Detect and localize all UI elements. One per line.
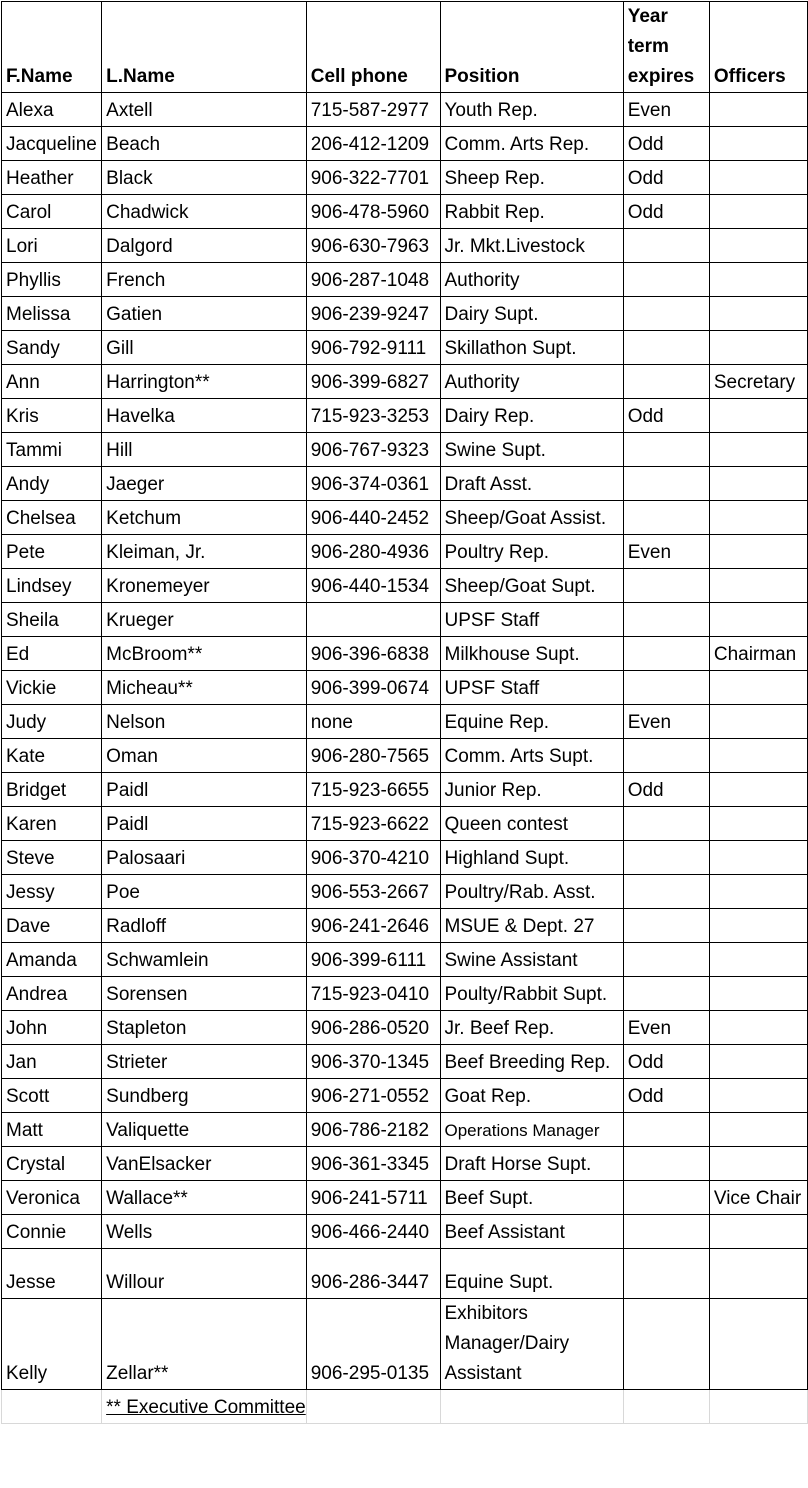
officer-cell: Secretary — [709, 365, 807, 399]
last-name-cell: Valiquette — [102, 1113, 307, 1147]
cell-phone-cell: 906-271-0552 — [306, 1079, 440, 1113]
year-term-cell: Odd — [623, 195, 709, 229]
table-row — [2, 229, 808, 263]
officer-cell — [709, 433, 807, 467]
position-cell: Jr. Mkt.Livestock — [440, 229, 623, 263]
position-cell: Junior Rep. — [440, 773, 623, 807]
table-row — [2, 1249, 808, 1299]
first-name-cell: Dave — [2, 909, 102, 943]
footnote-row — [2, 1390, 808, 1424]
officer-cell — [709, 127, 807, 161]
officer-cell — [709, 229, 807, 263]
last-name-cell: Zellar** — [102, 1299, 307, 1390]
table-row — [2, 127, 808, 161]
first-name-cell: Judy — [2, 705, 102, 739]
last-name-cell: Beach — [102, 127, 307, 161]
first-name-cell: Scott — [2, 1079, 102, 1113]
header-row — [2, 2, 808, 93]
position-cell: Queen contest — [440, 807, 623, 841]
year-term-cell: Odd — [623, 1045, 709, 1079]
year-term-cell — [623, 671, 709, 705]
cell-phone-cell: 906-361-3345 — [306, 1147, 440, 1181]
position-cell: Milkhouse Supt. — [440, 637, 623, 671]
empty-footer-cell — [440, 1390, 623, 1424]
officer-cell — [709, 93, 807, 127]
year-term-cell — [623, 1181, 709, 1215]
position-cell: Poultry/Rab. Asst. — [440, 875, 623, 909]
table-row — [2, 1011, 808, 1045]
officer-cell — [709, 841, 807, 875]
table-row — [2, 195, 808, 229]
table-row — [2, 841, 808, 875]
column-header-last-name: L.Name — [102, 2, 307, 93]
officer-cell: Chairman — [709, 637, 807, 671]
officer-cell — [709, 1147, 807, 1181]
year-term-cell: Odd — [623, 399, 709, 433]
first-name-cell: Andrea — [2, 977, 102, 1011]
last-name-cell: Gatien — [102, 297, 307, 331]
last-name-cell: Axtell — [102, 93, 307, 127]
position-cell: Authority — [440, 263, 623, 297]
cell-phone-cell: 906-630-7963 — [306, 229, 440, 263]
officer-cell — [709, 467, 807, 501]
officer-cell — [709, 297, 807, 331]
position-cell: Operations Manager — [440, 1113, 623, 1147]
officer-cell — [709, 773, 807, 807]
first-name-cell: Tammi — [2, 433, 102, 467]
first-name-cell: Crystal — [2, 1147, 102, 1181]
position-cell: Poulty/Rabbit Supt. — [440, 977, 623, 1011]
first-name-cell: Alexa — [2, 93, 102, 127]
cell-phone-cell: 906-280-4936 — [306, 535, 440, 569]
cell-phone-cell: 906-370-1345 — [306, 1045, 440, 1079]
table-row — [2, 467, 808, 501]
table-row — [2, 1045, 808, 1079]
last-name-cell: Sorensen — [102, 977, 307, 1011]
last-name-cell: Schwamlein — [102, 943, 307, 977]
cell-phone-cell: none — [306, 705, 440, 739]
position-cell: Rabbit Rep. — [440, 195, 623, 229]
officer-cell — [709, 161, 807, 195]
officer-cell — [709, 1113, 807, 1147]
cell-phone-cell: 906-399-6827 — [306, 365, 440, 399]
year-term-cell — [623, 229, 709, 263]
first-name-cell: Vickie — [2, 671, 102, 705]
cell-phone-cell: 715-587-2977 — [306, 93, 440, 127]
position-cell: Equine Supt. — [440, 1249, 623, 1299]
position-cell: Swine Supt. — [440, 433, 623, 467]
first-name-cell: Jan — [2, 1045, 102, 1079]
table-row — [2, 1079, 808, 1113]
cell-phone-cell: 906-322-7701 — [306, 161, 440, 195]
position-cell: Equine Rep. — [440, 705, 623, 739]
position-cell: Comm. Arts Rep. — [440, 127, 623, 161]
cell-phone-cell: 715-923-0410 — [306, 977, 440, 1011]
year-term-cell — [623, 739, 709, 773]
position-cell: Comm. Arts Supt. — [440, 739, 623, 773]
first-name-cell: Jesse — [2, 1249, 102, 1299]
year-term-cell — [623, 1147, 709, 1181]
position-cell: Skillathon Supt. — [440, 331, 623, 365]
first-name-cell: Sandy — [2, 331, 102, 365]
year-term-cell — [623, 943, 709, 977]
cell-phone-cell: 906-239-9247 — [306, 297, 440, 331]
first-name-cell: Heather — [2, 161, 102, 195]
table-row — [2, 637, 808, 671]
year-term-cell — [623, 875, 709, 909]
year-term-cell — [623, 909, 709, 943]
position-cell: Sheep Rep. — [440, 161, 623, 195]
position-cell: Dairy Supt. — [440, 297, 623, 331]
first-name-cell: Jessy — [2, 875, 102, 909]
year-term-cell: Even — [623, 1011, 709, 1045]
position-cell: Authority — [440, 365, 623, 399]
last-name-cell: Harrington** — [102, 365, 307, 399]
empty-footer-cell — [623, 1390, 709, 1424]
last-name-cell: Ketchum — [102, 501, 307, 535]
table-row — [2, 297, 808, 331]
last-name-cell: Sundberg — [102, 1079, 307, 1113]
cell-phone-cell: 906-295-0135 — [306, 1299, 440, 1390]
year-term-cell — [623, 433, 709, 467]
first-name-cell: Phyllis — [2, 263, 102, 297]
officer-cell — [709, 671, 807, 705]
year-term-cell — [623, 807, 709, 841]
first-name-cell: Veronica — [2, 1181, 102, 1215]
year-term-cell — [623, 467, 709, 501]
position-cell: Dairy Rep. — [440, 399, 623, 433]
position-cell: Beef Assistant — [440, 1215, 623, 1249]
position-cell: UPSF Staff — [440, 603, 623, 637]
last-name-cell: Stapleton — [102, 1011, 307, 1045]
table-row — [2, 569, 808, 603]
cell-phone-cell: 906-396-6838 — [306, 637, 440, 671]
officer-cell — [709, 603, 807, 637]
cell-phone-cell: 206-412-1209 — [306, 127, 440, 161]
table-row — [2, 1299, 808, 1390]
table-row — [2, 1215, 808, 1249]
first-name-cell: Sheila — [2, 603, 102, 637]
year-term-cell — [623, 331, 709, 365]
cell-phone-cell: 906-466-2440 — [306, 1215, 440, 1249]
officer-cell — [709, 1215, 807, 1249]
position-cell: Beef Breeding Rep. — [440, 1045, 623, 1079]
first-name-cell: Melissa — [2, 297, 102, 331]
first-name-cell: Lindsey — [2, 569, 102, 603]
position-cell: Poultry Rep. — [440, 535, 623, 569]
officer-cell — [709, 331, 807, 365]
year-term-cell — [623, 1215, 709, 1249]
position-cell: Draft Horse Supt. — [440, 1147, 623, 1181]
cell-phone-cell: 906-440-2452 — [306, 501, 440, 535]
last-name-cell: French — [102, 263, 307, 297]
year-term-cell — [623, 603, 709, 637]
officer-cell — [709, 399, 807, 433]
column-header-first-name: F.Name — [2, 2, 102, 93]
first-name-cell: Bridget — [2, 773, 102, 807]
last-name-cell: Micheau** — [102, 671, 307, 705]
year-term-cell: Odd — [623, 161, 709, 195]
last-name-cell: Kronemeyer — [102, 569, 307, 603]
board-roster-table — [1, 1, 808, 1424]
officer-cell — [709, 1249, 807, 1299]
year-term-cell: Odd — [623, 127, 709, 161]
cell-phone-cell — [306, 603, 440, 637]
table-row — [2, 1113, 808, 1147]
last-name-cell: Jaeger — [102, 467, 307, 501]
position-cell: Sheep/Goat Assist. — [440, 501, 623, 535]
officer-cell — [709, 569, 807, 603]
position-cell: MSUE & Dept. 27 — [440, 909, 623, 943]
table-row — [2, 365, 808, 399]
position-cell: Goat Rep. — [440, 1079, 623, 1113]
position-cell: Highland Supt. — [440, 841, 623, 875]
last-name-cell: Radloff — [102, 909, 307, 943]
empty-footer-cell — [306, 1390, 440, 1424]
officer-cell — [709, 875, 807, 909]
cell-phone-cell: 906-286-3447 — [306, 1249, 440, 1299]
cell-phone-cell: 906-374-0361 — [306, 467, 440, 501]
first-name-cell: John — [2, 1011, 102, 1045]
table-row — [2, 535, 808, 569]
executive-committee-footnote: ** Executive Committee — [102, 1390, 307, 1424]
first-name-cell: Connie — [2, 1215, 102, 1249]
last-name-cell: Wells — [102, 1215, 307, 1249]
last-name-cell: Willour — [102, 1249, 307, 1299]
cell-phone-cell: 906-786-2182 — [306, 1113, 440, 1147]
last-name-cell: Paidl — [102, 773, 307, 807]
cell-phone-cell: 715-923-6655 — [306, 773, 440, 807]
last-name-cell: Havelka — [102, 399, 307, 433]
cell-phone-cell: 906-792-9111 — [306, 331, 440, 365]
cell-phone-cell: 906-280-7565 — [306, 739, 440, 773]
position-cell: Youth Rep. — [440, 93, 623, 127]
table-row — [2, 501, 808, 535]
officer-cell: Vice Chair — [709, 1181, 807, 1215]
last-name-cell: Oman — [102, 739, 307, 773]
first-name-cell: Kris — [2, 399, 102, 433]
cell-phone-cell: 906-440-1534 — [306, 569, 440, 603]
year-term-cell: Even — [623, 705, 709, 739]
cell-phone-cell: 906-767-9323 — [306, 433, 440, 467]
last-name-cell: McBroom** — [102, 637, 307, 671]
officer-cell — [709, 909, 807, 943]
year-term-cell — [623, 365, 709, 399]
last-name-cell: Hill — [102, 433, 307, 467]
first-name-cell: Ed — [2, 637, 102, 671]
year-term-cell — [623, 1249, 709, 1299]
table-row — [2, 705, 808, 739]
first-name-cell: Amanda — [2, 943, 102, 977]
officer-cell — [709, 977, 807, 1011]
table-row — [2, 875, 808, 909]
cell-phone-cell: 906-399-0674 — [306, 671, 440, 705]
table-row — [2, 909, 808, 943]
last-name-cell: Krueger — [102, 603, 307, 637]
year-term-cell — [623, 297, 709, 331]
last-name-cell: Palosaari — [102, 841, 307, 875]
officer-cell — [709, 807, 807, 841]
column-header-cell-phone: Cell phone — [306, 2, 440, 93]
officer-cell — [709, 263, 807, 297]
table-row — [2, 1181, 808, 1215]
cell-phone-cell: 906-287-1048 — [306, 263, 440, 297]
year-term-cell — [623, 977, 709, 1011]
officer-cell — [709, 535, 807, 569]
first-name-cell: Kelly — [2, 1299, 102, 1390]
table-row — [2, 807, 808, 841]
last-name-cell: Wallace** — [102, 1181, 307, 1215]
officer-cell — [709, 943, 807, 977]
column-header-officers: Officers — [709, 2, 807, 93]
officer-cell — [709, 1299, 807, 1390]
first-name-cell: Chelsea — [2, 501, 102, 535]
first-name-cell: Andy — [2, 467, 102, 501]
position-cell: Draft Asst. — [440, 467, 623, 501]
last-name-cell: Black — [102, 161, 307, 195]
table-row — [2, 739, 808, 773]
year-term-cell: Odd — [623, 773, 709, 807]
first-name-cell: Karen — [2, 807, 102, 841]
officer-cell — [709, 1045, 807, 1079]
table-row — [2, 603, 808, 637]
first-name-cell: Matt — [2, 1113, 102, 1147]
officer-cell — [709, 195, 807, 229]
position-cell: Sheep/Goat Supt. — [440, 569, 623, 603]
last-name-cell: Nelson — [102, 705, 307, 739]
first-name-cell: Jacqueline — [2, 127, 102, 161]
year-term-cell — [623, 501, 709, 535]
officer-cell — [709, 1079, 807, 1113]
position-cell: Exhibitors Manager/Dairy Assistant — [440, 1299, 623, 1390]
cell-phone-cell: 906-478-5960 — [306, 195, 440, 229]
last-name-cell: Poe — [102, 875, 307, 909]
cell-phone-cell: 906-241-2646 — [306, 909, 440, 943]
table-row — [2, 943, 808, 977]
year-term-cell: Even — [623, 535, 709, 569]
last-name-cell: Kleiman, Jr. — [102, 535, 307, 569]
table-row — [2, 977, 808, 1011]
cell-phone-cell: 906-286-0520 — [306, 1011, 440, 1045]
cell-phone-cell: 715-923-3253 — [306, 399, 440, 433]
table-row — [2, 671, 808, 705]
officer-cell — [709, 705, 807, 739]
year-term-cell — [623, 841, 709, 875]
last-name-cell: Strieter — [102, 1045, 307, 1079]
cell-phone-cell: 906-370-4210 — [306, 841, 440, 875]
last-name-cell: Gill — [102, 331, 307, 365]
table-row — [2, 93, 808, 127]
empty-footer-cell — [2, 1390, 102, 1424]
cell-phone-cell: 906-241-5711 — [306, 1181, 440, 1215]
first-name-cell: Pete — [2, 535, 102, 569]
year-term-cell — [623, 1299, 709, 1390]
officer-cell — [709, 739, 807, 773]
table-row — [2, 399, 808, 433]
position-cell: Beef Supt. — [440, 1181, 623, 1215]
table-row — [2, 331, 808, 365]
empty-footer-cell — [709, 1390, 807, 1424]
year-term-cell — [623, 637, 709, 671]
year-term-cell: Odd — [623, 1079, 709, 1113]
cell-phone-cell: 906-553-2667 — [306, 875, 440, 909]
officer-cell — [709, 1011, 807, 1045]
position-cell: UPSF Staff — [440, 671, 623, 705]
first-name-cell: Ann — [2, 365, 102, 399]
position-cell: Jr. Beef Rep. — [440, 1011, 623, 1045]
first-name-cell: Carol — [2, 195, 102, 229]
last-name-cell: Paidl — [102, 807, 307, 841]
position-cell: Swine Assistant — [440, 943, 623, 977]
officer-cell — [709, 501, 807, 535]
column-header-position: Position — [440, 2, 623, 93]
cell-phone-cell: 906-399-6111 — [306, 943, 440, 977]
first-name-cell: Kate — [2, 739, 102, 773]
table-row — [2, 1147, 808, 1181]
last-name-cell: VanElsacker — [102, 1147, 307, 1181]
first-name-cell: Lori — [2, 229, 102, 263]
column-header-year-term-expires: Year term expires — [623, 2, 709, 93]
year-term-cell: Even — [623, 93, 709, 127]
cell-phone-cell: 715-923-6622 — [306, 807, 440, 841]
table-row — [2, 161, 808, 195]
last-name-cell: Dalgord — [102, 229, 307, 263]
year-term-cell — [623, 1113, 709, 1147]
table-row — [2, 433, 808, 467]
year-term-cell — [623, 263, 709, 297]
first-name-cell: Steve — [2, 841, 102, 875]
table-row — [2, 263, 808, 297]
table-row — [2, 773, 808, 807]
last-name-cell: Chadwick — [102, 195, 307, 229]
year-term-cell — [623, 569, 709, 603]
